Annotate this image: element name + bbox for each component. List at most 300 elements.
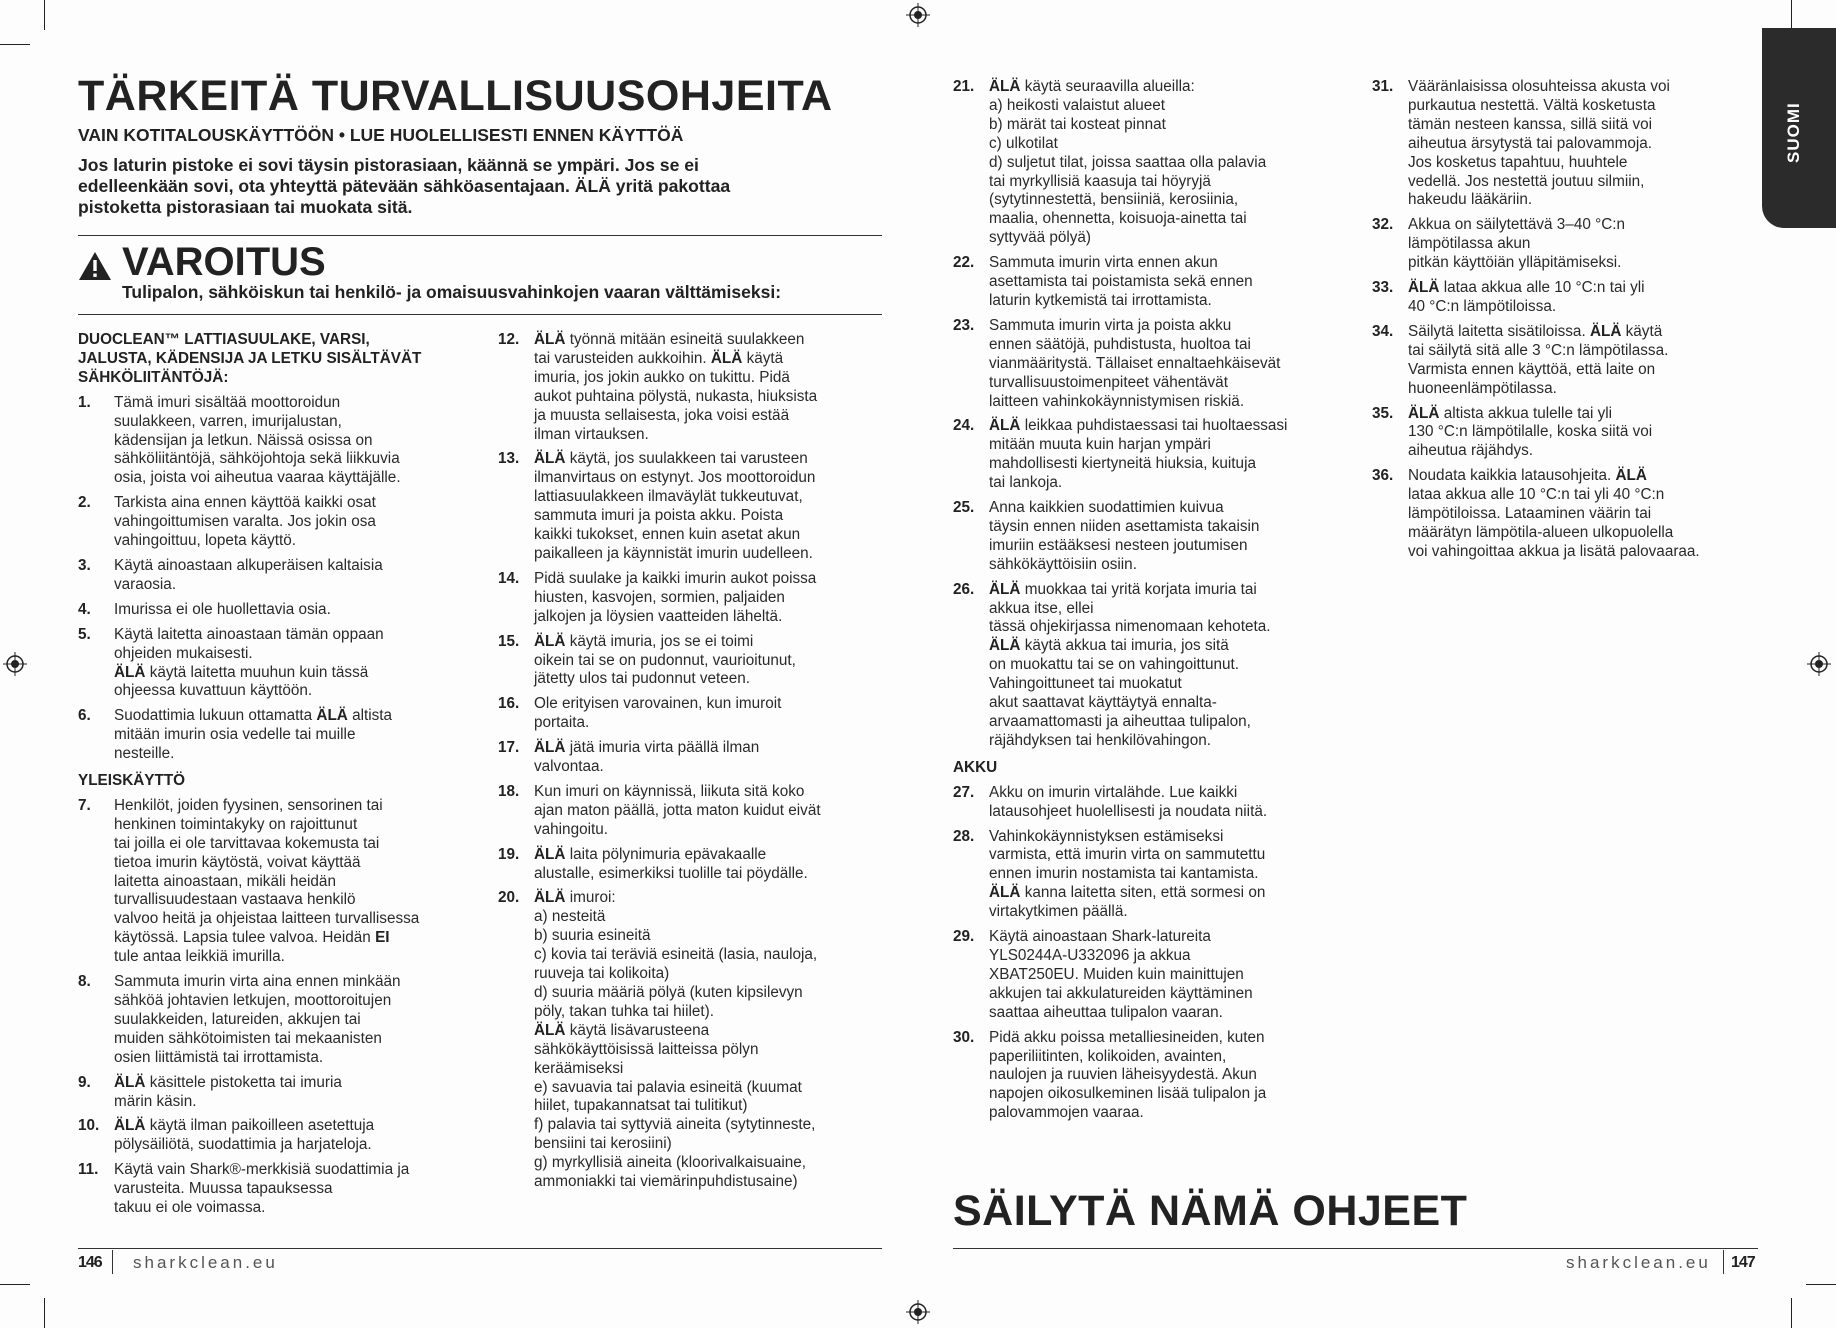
item-number: 15. xyxy=(498,632,520,650)
item-text-line: ÄLÄ käytä ilman paikoilleen asetettuja xyxy=(114,1117,375,1135)
sub-item xyxy=(534,984,888,1079)
sub-item xyxy=(534,1079,888,1117)
sub-item xyxy=(534,1116,888,1154)
item-text-line: ajan maton päällä, jotta maton kuidut eivät xyxy=(534,801,821,819)
list-item xyxy=(953,254,1373,311)
item-text-line: Noudata kaikkia latausohjeita. ÄLÄ xyxy=(1408,467,1647,485)
sub-item-line: ÄLÄ käytä lisävarusteena xyxy=(534,1021,710,1039)
item-text-line: laturin kytkemistä tai irrottamista. xyxy=(989,291,1212,309)
item-text-line: arvaamattomasti ja aiheuttaa tulipalon, xyxy=(989,713,1251,730)
item-text-line: laitteen vahinkokäynnistymisen riskiä. xyxy=(989,392,1245,410)
item-text-line: valvontaa. xyxy=(534,758,604,776)
item-text-line: takuu ei ole voimassa. xyxy=(114,1199,266,1217)
item-text-line: Kun imuri on käynnissä, liikuta sitä koko xyxy=(534,782,805,800)
item-text-line: imuria, jos jokin aukko on tukittu. Pidä xyxy=(534,368,790,386)
item-text-line: mahdollisesti kiertyneitä hiuksia, kuituja xyxy=(989,455,1256,473)
sub-item-line: pöly, takan tuhka tai hiilet). xyxy=(534,1002,714,1020)
emphasis-text: ÄLÄ xyxy=(114,1117,146,1135)
item-text-line: Pidä suulake ja kaikki imurin aukot poissa xyxy=(534,569,817,587)
sub-item-line: tai myrkyllisiä kaasuja tai höyryjä xyxy=(989,172,1211,190)
instruction-list xyxy=(953,784,1373,1123)
sub-item xyxy=(534,1154,888,1192)
list-item xyxy=(78,494,478,551)
instruction-list xyxy=(953,78,1373,248)
list-item xyxy=(78,1161,478,1218)
footer-site-right: sharkclean.eu xyxy=(1566,1253,1711,1272)
item-text-line: lämpötiloissa. Lataaminen väärin tai xyxy=(1408,505,1652,523)
list-item xyxy=(1372,405,1762,462)
item-number: 31. xyxy=(1372,78,1394,95)
item-text-line: tai säilytä sitä alle 3 °C:n lämpötilassa. xyxy=(1408,341,1669,359)
divider xyxy=(78,235,882,236)
list-item xyxy=(953,784,1373,822)
sub-item-line: c) ulkotilat xyxy=(989,134,1058,152)
item-text-line: Akku on imurin virtalähde. Lue kaikki xyxy=(989,783,1238,801)
sub-item-line: (sytytinnestettä, bensiiniä, kerosiinia, xyxy=(989,191,1239,209)
item-number: 3. xyxy=(78,556,91,574)
item-text-line: napojen oikosulkeminen lisää tulipalon ja xyxy=(989,1085,1267,1103)
item-text-line: Käytä ainoastaan Shark-latureita xyxy=(989,928,1211,946)
list-item xyxy=(953,417,1373,493)
sub-item-line: maalia, ohennetta, koisuoja-ainetta tai xyxy=(989,210,1247,228)
item-text-line: oikein tai se on pudonnut, vaurioitunut, xyxy=(534,651,796,669)
instruction-list xyxy=(498,889,888,1192)
item-text-line: tule antaa leikkiä imurilla. xyxy=(114,948,285,966)
item-text-line: ÄLÄ käytä laitetta muuhun kuin tässä xyxy=(114,663,369,681)
item-text-line: Varmista ennen käyttöä, että laite on xyxy=(1408,360,1656,378)
item-text-line: tässä ohjekirjassa nimenomaan kehoteta. xyxy=(989,618,1271,636)
emphasis-text: ÄLÄ xyxy=(989,884,1021,902)
item-number: 8. xyxy=(78,973,91,991)
item-text-line: voi vahingoittaa akkua ja lisätä palovaaraa. xyxy=(1408,542,1700,560)
item-number: 36. xyxy=(1372,467,1394,485)
item-number: 23. xyxy=(953,316,975,334)
item-text-line: 40 °C:n lämpötiloissa. xyxy=(1408,297,1557,315)
section-heading-line: JALUSTA, KÄDENSIJA JA LETKU SISÄLTÄVÄT xyxy=(78,349,422,367)
registration-mark-icon xyxy=(906,3,930,27)
item-text-line: räjähdyksen tai henkilövahingon. xyxy=(989,731,1211,749)
list-item xyxy=(953,78,1373,248)
item-text-line: Pidä akku poissa metalliesineiden, kuten xyxy=(989,1028,1265,1046)
item-text-line: Vahingoittuneet tai muokatut xyxy=(989,675,1182,693)
list-item xyxy=(78,394,478,489)
item-number: 21. xyxy=(953,78,975,95)
item-text-line: akkujen tai akkulatureiden käyttäminen xyxy=(989,984,1253,1002)
item-text-line: Vääränlaisissa olosuhteissa akusta voi xyxy=(1408,78,1670,95)
item-text-line: Säilytä laitetta sisätiloissa. ÄLÄ käytä xyxy=(1408,322,1663,340)
list-item xyxy=(1372,279,1762,317)
item-number: 22. xyxy=(953,254,975,272)
item-text-line: Sammuta imurin virta ja poista akku xyxy=(989,316,1232,334)
emphasis-text: ÄLÄ xyxy=(114,663,146,681)
emphasis-text: ÄLÄ xyxy=(1589,322,1622,340)
item-lead: ÄLÄ imuroi: xyxy=(534,889,616,907)
emphasis-text: ÄLÄ xyxy=(534,331,566,348)
registration-mark-icon xyxy=(3,652,27,676)
item-text-line: Akkua on säilytettävä 3–40 °C:n xyxy=(1408,216,1626,234)
emphasis-text: ÄLÄ xyxy=(534,450,566,468)
sub-item xyxy=(534,946,888,984)
item-text-line: sähköä johtavien letkujen, moottoroitujen xyxy=(114,992,392,1009)
instruction-list xyxy=(1372,78,1762,562)
item-number: 30. xyxy=(953,1028,975,1046)
list-item xyxy=(953,581,1373,751)
list-item xyxy=(498,739,888,777)
item-text-line: vedellä. Jos nestettä joutuu silmiin, xyxy=(1408,172,1645,190)
item-text-line: ennen imurin nostamista tai kantamista. xyxy=(989,865,1259,883)
item-text-line: laitetta ainoastaan, mikäli heidän xyxy=(114,872,336,890)
item-text-line: täysin ennen niiden asettamista takaisin xyxy=(989,517,1260,535)
item-text-line: ÄLÄ altista akkua tulelle tai yli xyxy=(1408,404,1613,422)
item-text-line: ohjeiden mukaisesti. xyxy=(114,644,253,662)
item-text-line: suulakkeen, varren, imurijalustan, xyxy=(114,412,342,430)
crop-mark xyxy=(44,1298,45,1328)
item-number: 33. xyxy=(1372,279,1394,297)
item-number: 28. xyxy=(953,827,975,845)
list-item xyxy=(1372,323,1762,399)
item-number: 25. xyxy=(953,499,975,517)
item-text-line: on muokattu tai se on vahingoittunut. xyxy=(989,656,1240,674)
item-number: 12. xyxy=(498,331,520,348)
instruction-list xyxy=(78,394,478,764)
sub-item-line: b) suuria esineitä xyxy=(534,927,651,945)
emphasis-text: ÄLÄ xyxy=(989,78,1021,95)
section-heading: AKKU xyxy=(953,758,998,776)
crop-mark xyxy=(1791,0,1792,30)
item-number: 5. xyxy=(78,625,91,643)
item-text-line: Jos kosketus tapahtuu, huuhtele xyxy=(1408,153,1628,171)
item-text-line: ÄLÄ käytä akkua tai imuria, jos sitä xyxy=(989,637,1229,655)
item-number: 17. xyxy=(498,739,520,757)
registration-mark-icon xyxy=(906,1300,930,1324)
warning-title: VAROITUS xyxy=(122,240,326,284)
emphasis-text: ÄLÄ xyxy=(1408,404,1440,422)
item-number: 20. xyxy=(498,889,520,907)
item-number: 13. xyxy=(498,450,520,468)
crop-mark xyxy=(1791,1298,1792,1328)
list-item xyxy=(78,626,478,702)
item-number: 29. xyxy=(953,928,975,946)
item-number: 6. xyxy=(78,707,91,725)
section-heading: YLEISKÄYTTÖ xyxy=(78,772,186,790)
item-text-line: ÄLÄ käytä, jos suulakkeen tai varusteen xyxy=(534,450,808,468)
emphasis-text: ÄLÄ xyxy=(989,417,1021,435)
item-text-line: imuriin estääksesi nesteen joutumisen xyxy=(989,536,1248,554)
sub-item-line: g) myrkyllisiä aineita (kloorivalkaisuaine, xyxy=(534,1154,807,1172)
item-number: 2. xyxy=(78,494,91,512)
intro-text xyxy=(78,155,868,218)
footer-site-left: sharkclean.eu xyxy=(133,1253,278,1272)
list-item xyxy=(1372,467,1762,562)
section-heading xyxy=(78,331,478,388)
page-number-left: 146 xyxy=(78,1254,102,1271)
item-text-line: Anna kaikkien suodattimien kuivua xyxy=(989,499,1224,517)
item-text-line: märin käsin. xyxy=(114,1092,197,1110)
item-text-line: virtakytkimen päällä. xyxy=(989,903,1128,921)
item-text-line: pitkän käyttöiän ylläpitämiseksi. xyxy=(1408,254,1622,272)
item-text-line: Tarkista aina ennen käyttöä kaikki osat xyxy=(114,494,376,512)
item-text-line: aiheutua ärsytystä tai palovammoja. xyxy=(1408,134,1653,152)
emphasis-text: ÄLÄ xyxy=(1615,467,1647,485)
item-text-line: vahingoitu. xyxy=(534,820,608,838)
item-text-line: jalkojen ja löysien vaatteiden läheltä. xyxy=(534,607,783,625)
sub-item xyxy=(534,927,888,946)
save-instructions-title: SÄILYTÄ NÄMÄ OHJEET xyxy=(953,1187,1468,1235)
list-item xyxy=(498,450,888,563)
instruction-list xyxy=(498,331,888,883)
emphasis-text: ÄLÄ xyxy=(989,580,1021,598)
item-text-line: 130 °C:n lämpötilalle, koska siitä voi xyxy=(1408,423,1653,441)
sub-item-line: ammoniakki tai viemärinpuhdistusaine) xyxy=(534,1173,798,1191)
footer-separator xyxy=(1723,1250,1724,1274)
item-text-line: palovammojen vaaraa. xyxy=(989,1104,1144,1122)
item-number: 19. xyxy=(498,845,520,863)
section-heading-line: SÄHKÖLIITÄNTÖJÄ: xyxy=(78,368,229,386)
item-number: 18. xyxy=(498,782,520,800)
item-text-line: ohjeessa kuvattuun käyttöön. xyxy=(114,682,313,700)
item-text-line: paperiliitinten, kolikoiden, avainten, xyxy=(989,1047,1227,1065)
item-text-line: ÄLÄ laita pölynimuria epävakaalle xyxy=(534,845,767,863)
item-text-line: kädensijan ja letkun. Näissä osissa on xyxy=(114,431,373,449)
emphasis-text: ÄLÄ xyxy=(989,637,1021,655)
column-4 xyxy=(1372,78,1762,568)
item-text-line: sammuta imuri ja poista akku. Poista xyxy=(534,507,784,525)
item-text-line: Käytä vain Shark®-merkkisiä suodattimia ja xyxy=(114,1161,410,1179)
sub-item xyxy=(534,908,888,927)
item-text-line: ÄLÄ lataa akkua alle 10 °C:n tai yli xyxy=(1408,279,1645,297)
item-number: 9. xyxy=(78,1073,91,1091)
item-number: 16. xyxy=(498,695,520,713)
item-text-line: vianmääritystä. Tällaiset ennaltaehkäisevät xyxy=(989,354,1281,372)
item-text-line: ja muusta sellaisesta, joka voisi estää xyxy=(534,406,790,424)
item-text-line: Imurissa ei ole huollettavia osia. xyxy=(114,600,331,618)
list-item xyxy=(1372,78,1762,210)
item-text-line: sähköliitäntöjä, sähköjohtoja sekä liikkuvia xyxy=(114,450,400,468)
item-number: 11. xyxy=(78,1161,99,1179)
item-text-line: ÄLÄ työnnä mitään esineitä suulakkeen xyxy=(534,331,805,348)
item-text-line: ÄLÄ käytä imuria, jos se ei toimi xyxy=(534,632,754,650)
divider xyxy=(78,314,882,315)
item-text-line: hakeudu lääkäriin. xyxy=(1408,191,1533,209)
item-text-line: aukot puhtaina pölystä, nukasta, hiuksista xyxy=(534,387,818,405)
list-item xyxy=(498,570,888,627)
list-item xyxy=(498,331,888,444)
list-item xyxy=(953,928,1373,1023)
sub-item xyxy=(989,97,1373,116)
item-text-line: varusteita. Muussa tapauksessa xyxy=(114,1180,333,1198)
item-text-line: purkautua nestettä. Vältä kosketusta xyxy=(1408,96,1656,114)
warning-triangle-icon xyxy=(78,251,112,281)
sub-item-line: a) nesteitä xyxy=(534,908,606,926)
item-text-line: mitään muuta kuin harjan ympäri xyxy=(989,436,1211,454)
emphasis-text: ÄLÄ xyxy=(534,632,566,650)
item-text-line: portaita. xyxy=(534,714,590,732)
item-number: 24. xyxy=(953,417,975,435)
section-heading-line: DUOCLEAN™ LATTIASUULAKE, VARSI, xyxy=(78,331,370,348)
item-text-line: vahingoittumisen varalta. Jos jokin osa xyxy=(114,513,376,531)
intro-line: edelleenkään sovi, ota yhteyttä pätevään sähköasentajaan. ÄLÄ yritä pakottaa xyxy=(78,176,731,196)
list-item xyxy=(1372,216,1762,273)
item-text-line: turvallisuudestaan vastaava henkilö xyxy=(114,891,356,909)
crop-mark xyxy=(1806,1284,1836,1285)
item-text-line: aiheutua räjähdys. xyxy=(1408,442,1534,460)
item-lead: ÄLÄ käytä seuraavilla alueilla: xyxy=(989,78,1195,95)
item-text-line: ilmanvirtaus on estynyt. Jos moottoroidun xyxy=(534,469,816,487)
emphasis-text: ÄLÄ xyxy=(114,1073,146,1091)
list-item xyxy=(498,889,888,1192)
item-text-line: määrätyn lämpötila-alueen ulkopuolella xyxy=(1408,523,1674,541)
footer-divider xyxy=(78,1248,882,1249)
footer-divider xyxy=(953,1248,1758,1249)
item-text-line: ilman virtauksen. xyxy=(534,425,649,443)
item-text-line: Sammuta imurin virta aina ennen minkään xyxy=(114,973,401,991)
item-text-line: tai joilla ei ole tarvittavaa kokemusta tai xyxy=(114,834,380,852)
sub-item-line: hiilet, tupakannatsat tai tulitikut) xyxy=(534,1097,748,1115)
emphasis-text: ÄLÄ xyxy=(534,845,566,863)
list-item xyxy=(498,633,888,690)
intro-line: Jos laturin pistoke ei sovi täysin pistorasiaan, käännä se ympäri. Jos se ei xyxy=(78,155,699,175)
item-text-line: mitään imurin osia vedelle tai muille xyxy=(114,726,356,744)
column-1 xyxy=(78,331,478,1224)
item-text-line: paikalleen ja käynnistät imurin uudelleen. xyxy=(534,544,813,562)
item-text-line: lataa akkua alle 10 °C:n tai yli 40 °C:n xyxy=(1408,486,1665,504)
item-text-line: alustalle, esimerkiksi tuolille tai pöydälle. xyxy=(534,864,808,882)
sub-item-line: d) suljetut tilat, joissa saattaa olla palavia xyxy=(989,153,1267,171)
list-item xyxy=(953,317,1373,412)
item-text-line: Tämä imuri sisältää moottoroidun xyxy=(114,393,341,411)
item-text-line: lattiasuulakkeen ilmaväylät tukkeutuvat, xyxy=(534,488,803,506)
list-item xyxy=(498,846,888,884)
item-text-line: henkinen toimintakyky on rajoittunut xyxy=(114,815,358,833)
item-text-line: Sammuta imurin virta ennen akun xyxy=(989,254,1218,272)
item-text-line: Käytä ainoastaan alkuperäisen kaltaisia xyxy=(114,556,383,574)
list-item xyxy=(78,601,478,620)
sub-item xyxy=(989,116,1373,135)
crop-mark xyxy=(44,0,45,30)
item-text-line: turvallisuustoimenpiteet vähentävät xyxy=(989,373,1228,391)
sub-item-line: ruuveja tai kolikoita) xyxy=(534,965,670,983)
item-text-line: Käytä laitetta ainoastaan tämän oppaan xyxy=(114,625,384,643)
item-text-line: valvoo heitä ja ohjeistaa laitteen turvallisessa xyxy=(114,910,420,928)
page-number-right: 147 xyxy=(1731,1254,1755,1271)
item-number: 7. xyxy=(78,796,91,814)
list-item xyxy=(78,557,478,595)
item-text-line: asettamista tai poistamista sekä ennen xyxy=(989,273,1253,291)
page-title: TÄRKEITÄ TURVALLISUUSOHJEITA xyxy=(78,72,833,120)
page-subtitle: VAIN KOTITALOUSKÄYTTÖÖN • LUE HUOLELLISESTI ENNEN KÄYTTÖÄ xyxy=(78,125,684,145)
item-text-line: YLS0244A-U332096 ja akkua xyxy=(989,946,1191,964)
item-text-line: nesteille. xyxy=(114,745,175,763)
item-number: 27. xyxy=(953,783,975,801)
list-item xyxy=(78,1117,478,1155)
item-text-line: varmista, että imurin virta on sammutettu xyxy=(989,846,1266,864)
item-text-line: naulojen ja ruuvien läheisyydestä. Akun xyxy=(989,1066,1257,1084)
item-number: 34. xyxy=(1372,322,1394,340)
item-text-line: Henkilöt, joiden fyysinen, sensorinen tai xyxy=(114,796,383,814)
item-text-line: suulakkeiden, latureiden, akkujen tai xyxy=(114,1010,361,1028)
list-item xyxy=(78,1074,478,1112)
item-text-line: tietoa imurin käytöstä, voivat käyttää xyxy=(114,853,361,871)
item-text-line: hiusten, kasvojen, sormien, paljaiden xyxy=(534,588,785,606)
item-text-line: osia, joista voi aiheutua vaaraa käyttäjälle. xyxy=(114,469,401,487)
item-text-line: ÄLÄ muokkaa tai yritä korjata imuria tai xyxy=(989,580,1257,598)
sub-item-line: e) savuavia tai palavia esineitä (kuumat xyxy=(534,1078,802,1096)
emphasis-text: EI xyxy=(375,929,390,947)
warning-subtitle: Tulipalon, sähköiskun tai henkilö- ja omaisuusvahinkojen vaaran välttämiseksi: xyxy=(122,282,782,302)
list-item xyxy=(78,707,478,764)
sub-item-line: b) märät tai kosteat pinnat xyxy=(989,115,1166,133)
item-text-line: tai varusteiden aukkoihin. ÄLÄ käytä xyxy=(534,349,784,367)
item-text-line: XBAT250EU. Muiden kuin mainittujen xyxy=(989,965,1244,983)
item-text-line: ÄLÄ jätä imuria virta päällä ilman xyxy=(534,739,760,757)
item-text-line: ÄLÄ kanna laitetta siten, että sormesi on xyxy=(989,884,1266,902)
item-number: 35. xyxy=(1372,404,1394,422)
item-text-line: saattaa aiheuttaa tulipalon vaaran. xyxy=(989,1003,1223,1021)
item-number: 4. xyxy=(78,600,91,618)
item-text-line: käytössä. Lapsia tulee valvoa. Heidän EI xyxy=(114,929,390,947)
sub-item-line: d) suuria määriä pölyä (kuten kipsilevyn xyxy=(534,984,803,1001)
item-text-line: Suodattimia lukuun ottamatta ÄLÄ altista xyxy=(114,707,393,725)
item-text-line: akut saattavat käyttäytyä ennalta- xyxy=(989,694,1217,712)
item-text-line: pölysäiliötä, suodattimia ja harjateloja. xyxy=(114,1136,372,1154)
crop-mark xyxy=(0,44,30,45)
item-number: 1. xyxy=(78,393,91,411)
item-text-line: varaosia. xyxy=(114,575,177,593)
sub-item xyxy=(989,135,1373,154)
item-text-line: latausohjeet huolellisesti ja noudata niitä. xyxy=(989,802,1268,820)
sub-item-line: syttyvää pölyä) xyxy=(989,229,1092,247)
item-text-line: osien liittämistä tai irrottamista. xyxy=(114,1048,324,1066)
sub-item-line: keräämiseksi xyxy=(534,1059,624,1077)
language-tab xyxy=(1762,28,1836,228)
list-item xyxy=(498,783,888,840)
item-text-line: jätetty ulos tai pudonnut veteen. xyxy=(534,670,751,688)
list-item xyxy=(953,1029,1373,1124)
list-item xyxy=(78,973,478,1068)
sub-item-line: a) heikosti valaistut alueet xyxy=(989,96,1166,114)
list-item xyxy=(953,828,1373,923)
sub-item xyxy=(989,154,1373,249)
item-number: 10. xyxy=(78,1117,100,1135)
sub-item-line: c) kovia tai teräviä esineitä (lasia, nauloja, xyxy=(534,946,818,964)
emphasis-text: ÄLÄ xyxy=(710,349,743,367)
item-text-line: huoneenlämpötilassa. xyxy=(1408,379,1557,397)
language-tab-label: SUOMI xyxy=(1784,102,1803,163)
emphasis-text: ÄLÄ xyxy=(1408,279,1440,297)
item-text-line: tämän nesteen kanssa, sillä siitä voi xyxy=(1408,115,1653,133)
intro-line: pistoketta pistorasiaan tai muokata sitä. xyxy=(78,197,413,217)
item-text-line: lämpötilassa akun xyxy=(1408,235,1531,253)
sub-item-line: bensiini tai kerosiini) xyxy=(534,1135,672,1153)
list-item xyxy=(78,797,478,967)
emphasis-text: ÄLÄ xyxy=(534,889,566,907)
list-item xyxy=(498,695,888,733)
instruction-list xyxy=(78,797,478,1218)
item-text-line: kaikki tukokset, ennen kuin asetat akun xyxy=(534,526,801,544)
item-text-line: sähkökäyttöisiin osiin. xyxy=(989,555,1137,573)
registration-mark-icon xyxy=(1807,652,1831,676)
emphasis-text: ÄLÄ xyxy=(316,707,348,725)
sub-item-line: sähkökäyttöisissä laitteissa pölyn xyxy=(534,1040,759,1058)
emphasis-text: ÄLÄ xyxy=(534,739,566,757)
emphasis-text: ÄLÄ xyxy=(534,1021,566,1039)
list-item xyxy=(953,499,1373,575)
column-3 xyxy=(953,78,1373,1129)
item-text-line: ennen säätöjä, puhdistusta, huoltoa tai xyxy=(989,335,1251,353)
sub-item-line: f) palavia tai syttyviä aineita (sytytinneste, xyxy=(534,1116,816,1134)
item-text-line: tai lankoja. xyxy=(989,474,1063,492)
item-text-line: muiden sähkötoimisten tai mekaanisten xyxy=(114,1029,382,1047)
